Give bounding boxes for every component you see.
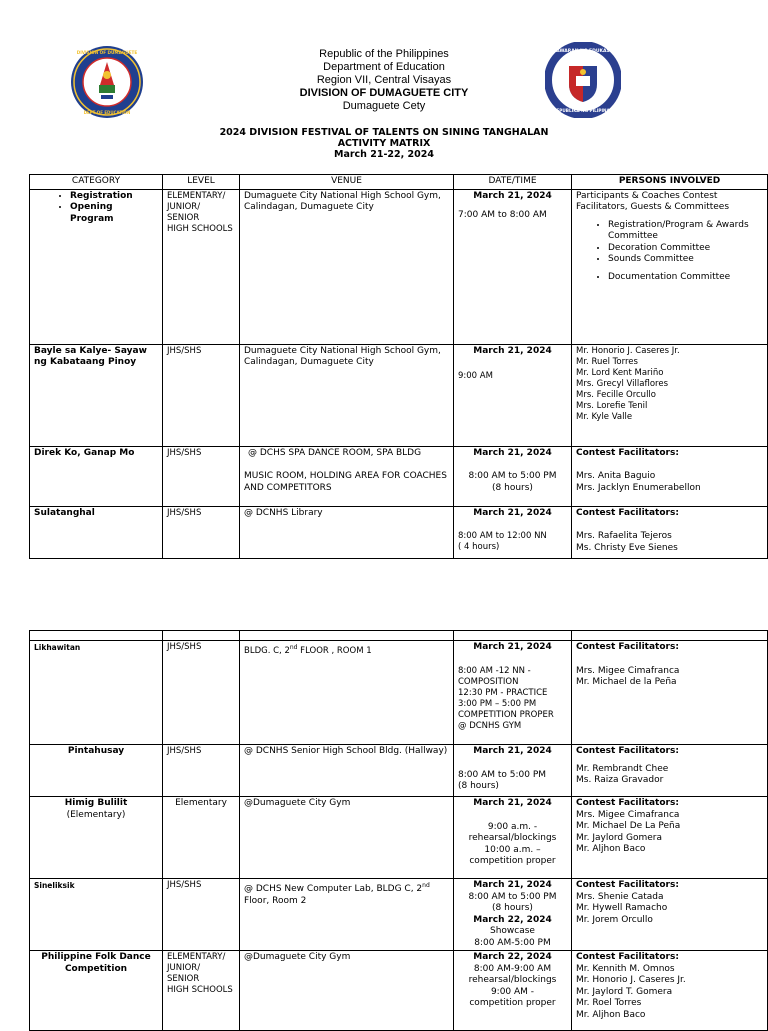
header-city: Dumaguete Cety <box>342 100 426 112</box>
persons-cell <box>572 797 768 879</box>
venue-line: MUSIC ROOM, HOLDING AREA FOR COACHES AND COMPETITORS <box>244 471 447 493</box>
persons-cell <box>572 189 768 344</box>
schedule-line: 9:00 a.m. - <box>487 821 538 832</box>
venue-text: BLDG. C, 2 <box>244 645 290 656</box>
venue-cell <box>240 641 454 745</box>
persons-cell <box>572 745 768 797</box>
table-row <box>30 446 768 506</box>
svg-text:DEPT OF EDUCATION: DEPT OF EDUCATION <box>83 110 131 115</box>
category-title: Himig Bulilit <box>64 798 128 808</box>
datetime-cell <box>454 797 572 879</box>
event-date: March 21, 2024 <box>473 880 552 890</box>
category-cell: Philippine Folk Dance Competition <box>30 951 163 1031</box>
table-row <box>30 641 768 745</box>
persons-cell <box>572 951 768 1031</box>
schedule-line: rehearsal/blockings <box>468 833 557 843</box>
datetime-cell <box>454 446 572 506</box>
header-republic: Republic of the Philippines <box>319 48 449 60</box>
facilitators-heading: Contest Facilitators: <box>576 507 679 518</box>
venue-cell: @Dumaguete City Gym <box>240 797 454 879</box>
persons-cell <box>572 641 768 745</box>
category-cell: Likhawitan <box>30 641 163 745</box>
person-name: Mrs. Rafaelita Tejeros <box>576 531 672 541</box>
event-date: March 22, 2024 <box>473 952 552 962</box>
datetime-cell <box>454 879 572 951</box>
header-division: DIVISION OF DUMAGUETE CITY <box>299 87 469 99</box>
facilitators-heading: Contest Facilitators: <box>576 746 679 756</box>
header-region: Region VII, Central Visayas <box>316 74 452 86</box>
event-date: March 21, 2024 <box>473 642 552 652</box>
person-name: Mr. Jaylord Gomera <box>576 832 662 843</box>
table-row <box>30 797 768 879</box>
category-registration: • Registration <box>70 191 158 203</box>
person-name: Mr. Hywell Ramacho <box>576 903 668 913</box>
event-time: 8:00 AM to 5:00 PM <box>468 471 557 481</box>
activity-matrix-table-2 <box>29 630 768 1031</box>
venue-text: @ DCHS New Computer Lab, BLDG C, 2 <box>244 884 423 894</box>
level-line: JUNIOR/ <box>167 201 201 212</box>
level-cell: JHS/SHS <box>163 506 240 558</box>
table-row <box>30 745 768 797</box>
level-line: SENIOR <box>167 212 200 223</box>
facilitators-heading: Contest Facilitators: <box>576 952 679 962</box>
table-header-row-blank <box>30 631 768 641</box>
person-name: Mrs. Lorefie Tenil <box>576 400 648 411</box>
person-name: Mrs. Anita Baguio <box>576 471 656 481</box>
event-date: March 21, 2024 <box>473 345 552 356</box>
persons-cell <box>572 344 768 446</box>
venue-line: @ DCHS SPA DANCE ROOM, SPA BLDG <box>248 447 422 458</box>
blank-cell <box>30 631 163 641</box>
category-cell: Pintahusay <box>30 745 163 797</box>
committee-item: • Registration/Program & Awards Committee <box>608 220 763 243</box>
level-cell: Elementary <box>163 797 240 879</box>
col-header-venue: VENUE <box>240 175 454 190</box>
venue-cell: Dumaguete City National High School Gym, Calindagan, Dumaguete City <box>240 344 454 446</box>
level-line: JUNIOR/ <box>167 963 201 973</box>
letterhead <box>0 48 768 113</box>
blank-cell <box>240 631 454 641</box>
event-date: March 21, 2024 <box>473 746 552 756</box>
datetime-cell <box>454 641 572 745</box>
event-date: March 21, 2024 <box>473 798 552 808</box>
persons-intro: Participants & Coaches Contest Facilitators, Guests & Committees <box>576 190 730 212</box>
schedule-line: rehearsal/blockings <box>468 975 557 985</box>
schedule-line: 10:00 a.m. – <box>484 844 541 855</box>
person-name: Mr. Honorio J. Caseres Jr. <box>576 345 680 356</box>
person-name: Mr. Lord Kent Mariño <box>576 367 664 378</box>
venue-superscript: nd <box>422 882 430 889</box>
person-name: Mrs. Jacklyn Enumerabellon <box>576 482 701 493</box>
venue-cell: @ DCNHS Library <box>240 506 454 558</box>
event-label: Showcase <box>490 926 535 936</box>
venue-text: FLOOR , ROOM 1 <box>297 645 372 656</box>
datetime-cell <box>454 951 572 1031</box>
event-duration: (8 hours) <box>492 482 533 493</box>
table-header-row <box>30 175 768 190</box>
schedule-line: @ DCNHS GYM <box>458 720 522 731</box>
person-name: Mrs. Fecille Orcullo <box>576 389 656 400</box>
category-cell: Sineliksik <box>30 879 163 951</box>
table-row <box>30 189 768 344</box>
datetime-cell <box>454 189 572 344</box>
table-row <box>30 506 768 558</box>
level-line: HIGH SCHOOLS <box>167 985 233 995</box>
person-name: Mr. Aljhon Baco <box>576 1009 646 1020</box>
schedule-line: COMPOSITION <box>458 676 519 687</box>
person-name: Mr. Ruel Torres <box>576 356 638 367</box>
event-time: 8:00 AM-5:00 PM <box>474 937 551 948</box>
event-duration: (8 hours) <box>458 781 499 791</box>
person-name: Mr. Honorio J. Caseres Jr. <box>576 975 686 985</box>
level-cell: JHS/SHS <box>163 745 240 797</box>
schedule-line: 12:30 PM - PRACTICE <box>458 687 548 698</box>
category-cell <box>30 189 163 344</box>
venue-cell <box>240 879 454 951</box>
col-header-persons: PERSONS INVOLVED <box>572 175 768 190</box>
person-name: Mr. Kyle Valle <box>576 411 633 422</box>
document-title <box>0 127 768 160</box>
committee-item: • Decoration Committee <box>608 243 763 255</box>
schedule-line: COMPETITION PROPER <box>458 709 554 720</box>
col-header-category: CATEGORY <box>30 175 163 190</box>
person-name: Mrs. Migee Cimafranca <box>576 809 680 820</box>
facilitators-heading: Contest Facilitators: <box>576 447 679 458</box>
facilitators-heading: Contest Facilitators: <box>576 880 679 890</box>
col-header-level: LEVEL <box>163 175 240 190</box>
event-date: March 21, 2024 <box>473 190 552 201</box>
event-time: 8:00 AM to 12:00 NN <box>458 531 547 541</box>
level-cell: JHS/SHS <box>163 446 240 506</box>
person-name: Mrs. Migee Cimafranca <box>576 665 680 676</box>
category-cell: Direk Ko, Ganap Mo <box>30 446 163 506</box>
blank-cell <box>454 631 572 641</box>
event-date: March 21, 2024 <box>473 507 552 518</box>
event-time: 9:00 AM <box>458 371 493 381</box>
schedule-line: 8:00 AM -12 NN - <box>458 665 531 676</box>
event-duration: ( 4 hours) <box>458 542 500 552</box>
venue-superscript: nd <box>289 644 298 651</box>
person-name: Mr. Rembrandt Chee <box>576 763 669 774</box>
table-row <box>30 344 768 446</box>
level-line: ELEMENTARY/ <box>167 190 226 201</box>
person-name: Ms. Christy Eve Sienes <box>576 542 678 553</box>
schedule-line: 3:00 PM – 5:00 PM <box>458 698 537 709</box>
event-date: March 22, 2024 <box>473 914 552 925</box>
person-name: Mr. Jorem Orcullo <box>576 914 653 925</box>
venue-cell <box>240 446 454 506</box>
venue-cell: @Dumaguete City Gym <box>240 951 454 1031</box>
category-cell: Sulatanghal <box>30 506 163 558</box>
committee-item: • Sounds Committee <box>608 254 763 266</box>
schedule-line: 8:00 AM-9:00 AM <box>473 963 552 974</box>
event-time: 8:00 AM to 5:00 PM <box>468 891 557 902</box>
title-festival: 2024 DIVISION FESTIVAL OF TALENTS ON SINING TANGHALAN <box>219 127 549 138</box>
level-cell: JHS/SHS <box>163 879 240 951</box>
person-name: Mrs. Grecyl Villaflores <box>576 378 668 389</box>
person-name: Mr. Roel Torres <box>576 998 642 1008</box>
person-name: Ms. Raiza Gravador <box>576 775 664 785</box>
category-cell: Bayle sa Kalye- Sayaw ng Kabataang Pinoy <box>30 344 163 446</box>
title-dates: March 21-22, 2024 <box>334 149 434 160</box>
committee-item: • Documentation Committee <box>608 272 763 284</box>
facilitators-heading: Contest Facilitators: <box>576 798 679 808</box>
datetime-cell <box>454 506 572 558</box>
table-row <box>30 879 768 951</box>
blank-cell <box>163 631 240 641</box>
title-matrix: ACTIVITY MATRIX <box>337 138 431 149</box>
activity-matrix-table-1 <box>29 174 768 559</box>
event-date: March 21, 2024 <box>473 447 552 458</box>
level-line: ELEMENTARY/ <box>167 952 226 962</box>
col-header-datetime: DATE/TIME <box>454 175 572 190</box>
person-name: Mr. Jaylord T. Gomera <box>576 986 673 997</box>
level-cell <box>163 189 240 344</box>
persons-cell <box>572 879 768 951</box>
venue-cell: @ DCNHS Senior High School Bldg. (Hallway) <box>240 745 454 797</box>
blank-cell <box>572 631 768 641</box>
event-time: 7:00 AM to 8:00 AM <box>458 210 547 220</box>
person-name: Mrs. Shenie Catada <box>576 891 664 902</box>
venue-cell: Dumaguete City National High School Gym, Calindagan, Dumaguete City <box>240 189 454 344</box>
level-cell: JHS/SHS <box>163 344 240 446</box>
facilitators-heading: Contest Facilitators: <box>576 642 679 652</box>
datetime-cell <box>454 745 572 797</box>
category-subtitle: (Elementary) <box>66 809 126 820</box>
level-line: SENIOR <box>167 974 200 984</box>
svg-text:REPUBLIKA NG PILIPINAS: REPUBLIKA NG PILIPINAS <box>553 108 613 113</box>
schedule-line: 9:00 AM - <box>490 986 535 997</box>
header-department: Department of Education <box>323 61 445 73</box>
schedule-line: competition proper <box>469 998 556 1008</box>
level-cell <box>163 951 240 1031</box>
person-name: Mr. Aljhon Baco <box>576 844 646 854</box>
person-name: Mr. Michael De La Peña <box>576 821 681 831</box>
svg-text:DIVISION OF DUMAGUETE: DIVISION OF DUMAGUETE <box>76 50 138 55</box>
person-name: Mr. Michael de la Peña <box>576 677 677 687</box>
table-row <box>30 951 768 1031</box>
datetime-cell <box>454 344 572 446</box>
schedule-line: competition proper <box>469 856 556 866</box>
svg-text:KAGAWARAN NG EDUKASYON: KAGAWARAN NG EDUKASYON <box>545 49 621 54</box>
event-time: 8:00 AM to 5:00 PM <box>458 769 547 780</box>
category-cell <box>30 797 163 879</box>
persons-cell <box>572 506 768 558</box>
venue-text: Floor, Room 2 <box>244 895 307 906</box>
level-cell: JHS/SHS <box>163 641 240 745</box>
person-name: Mr. Kennith M. Omnos <box>576 963 675 974</box>
category-opening-program: • Opening Program <box>70 202 158 225</box>
event-duration: (8 hours) <box>492 903 533 913</box>
persons-cell <box>572 446 768 506</box>
level-line: HIGH SCHOOLS <box>167 223 233 234</box>
